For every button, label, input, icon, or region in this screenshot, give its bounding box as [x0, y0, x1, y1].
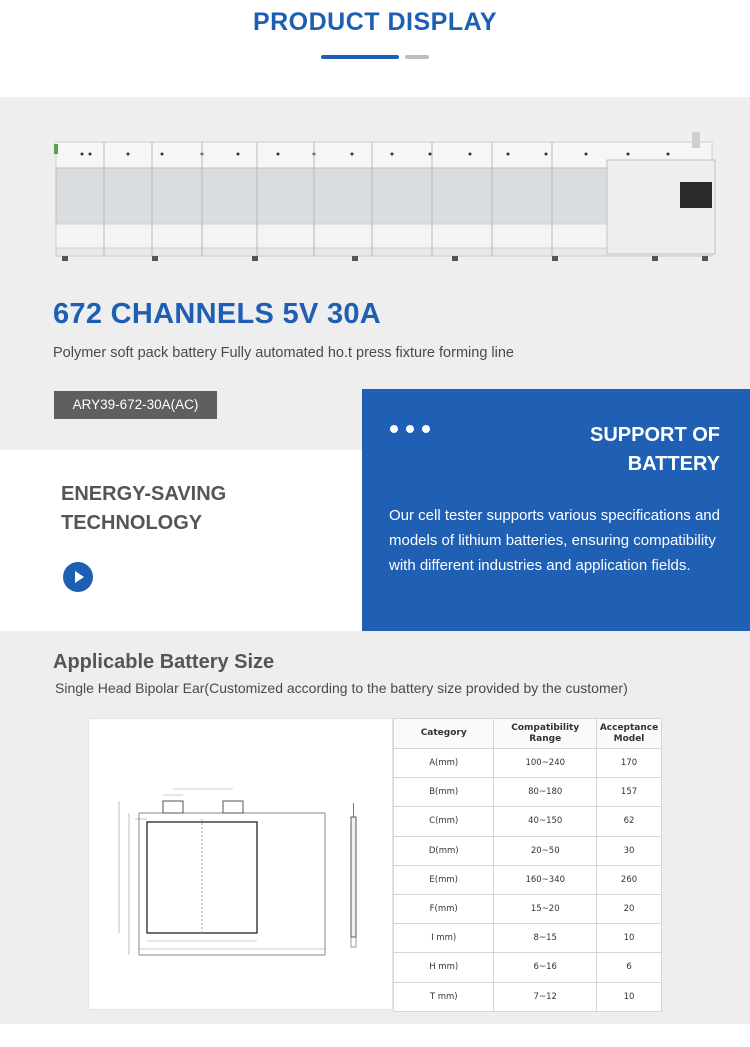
title-underline-accent	[321, 55, 399, 59]
energy-saving-line2: TECHNOLOGY	[61, 512, 203, 534]
battery-size-subtitle: Single Head Bipolar Ear(Customized according to the battery size provided by the customer)	[55, 680, 628, 696]
cell-range: 8~15	[494, 924, 597, 953]
cell-category: H mm)	[394, 953, 494, 982]
dots-icon	[390, 425, 434, 435]
cell-range: 6~16	[494, 953, 597, 982]
production-line-illustration	[52, 130, 722, 270]
cell-category: A(mm)	[394, 749, 494, 778]
cell-category: T mm)	[394, 982, 494, 1011]
cell-model: 170	[597, 749, 662, 778]
table-row	[394, 982, 662, 1011]
cell-category: F(mm)	[394, 894, 494, 923]
support-title-line2: BATTERY	[627, 453, 720, 475]
play-button[interactable]	[63, 562, 93, 592]
section-header	[0, 0, 750, 97]
battery-drawing	[89, 719, 394, 1011]
battery-dimension-diagram	[88, 718, 393, 1010]
title-underline-gray	[405, 55, 429, 59]
cell-category: D(mm)	[394, 836, 494, 865]
cell-category: C(mm)	[394, 807, 494, 836]
cell-range: 40~150	[494, 807, 597, 836]
cell-model: 10	[597, 982, 662, 1011]
header-category: Category	[394, 719, 494, 749]
battery-size-title: Applicable Battery Size	[53, 651, 275, 673]
cell-category: I mm)	[394, 924, 494, 953]
cell-model: 6	[597, 953, 662, 982]
table-row	[394, 749, 662, 778]
cell-model: 30	[597, 836, 662, 865]
product-headline: 672 CHANNELS 5V 30A	[53, 298, 382, 330]
energy-saving-title	[61, 480, 226, 538]
energy-saving-line1: ENERGY-SAVING	[61, 483, 227, 505]
machine-body	[54, 132, 715, 261]
header-acceptance-model: Acceptance Model	[597, 719, 662, 749]
cell-model: 62	[597, 807, 662, 836]
table-row	[394, 778, 662, 807]
machine-feet	[62, 256, 708, 261]
table-header-row	[394, 719, 662, 749]
cell-category: B(mm)	[394, 778, 494, 807]
battery-spec-table	[393, 718, 662, 1012]
cell-model: 157	[597, 778, 662, 807]
battery-support-description: Our cell tester supports various specifications and models of lithium batteries, ensuring compatibility with different industries and application fields.	[389, 507, 720, 574]
page-footer-spacer	[0, 1024, 750, 1047]
page-title: PRODUCT DISPLAY	[252, 8, 498, 36]
cell-model: 20	[597, 894, 662, 923]
cell-model: 10	[597, 924, 662, 953]
cell-range: 80~180	[494, 778, 597, 807]
table-row	[394, 924, 662, 953]
table-row	[394, 865, 662, 894]
cell-range: 160~340	[494, 865, 597, 894]
product-description: Polymer soft pack battery Fully automated ho.t press fixture forming line	[53, 345, 514, 361]
header-compatibility-range: Compatibility Range	[494, 719, 597, 749]
battery-support-title	[590, 421, 720, 479]
table-row	[394, 807, 662, 836]
cell-range: 100~240	[494, 749, 597, 778]
cell-category: E(mm)	[394, 865, 494, 894]
table-row	[394, 953, 662, 982]
cell-range: 7~12	[494, 982, 597, 1011]
model-badge: ARY39-672-30A(AC)	[54, 391, 217, 419]
cell-model: 260	[597, 865, 662, 894]
table-row	[394, 836, 662, 865]
support-title-line1: SUPPORT OF	[589, 424, 720, 446]
energy-saving-panel	[0, 450, 362, 631]
cell-range: 20~50	[494, 836, 597, 865]
table-row	[394, 894, 662, 923]
cell-range: 15~20	[494, 894, 597, 923]
